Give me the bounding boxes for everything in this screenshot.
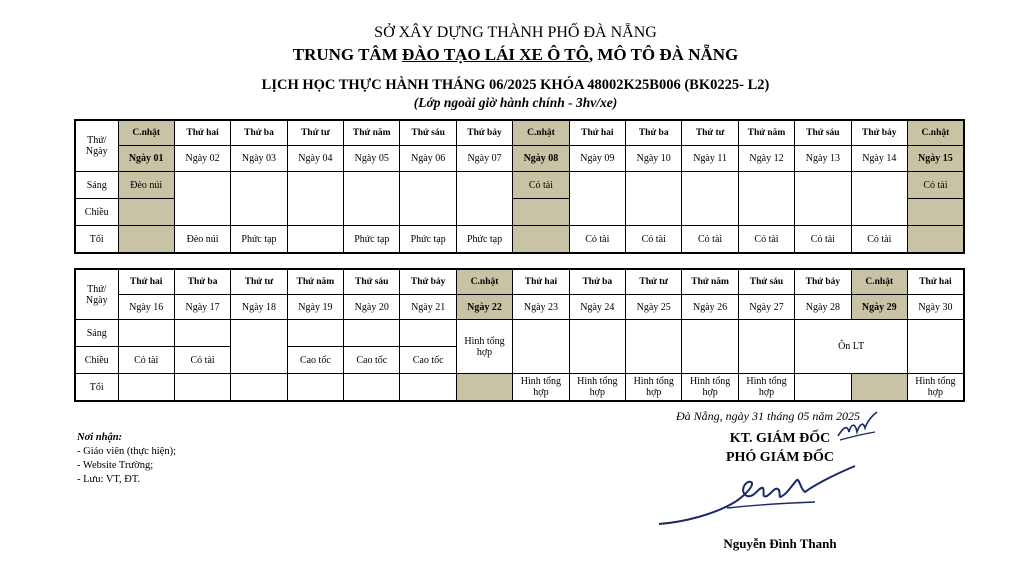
schedule-cell (907, 226, 963, 254)
schedule-cell: Cao tốc (344, 347, 400, 374)
row-label-morning: Sáng (75, 320, 118, 347)
row-label-afternoon: Chiều (75, 199, 118, 226)
dow-cell: Thứ ba (174, 269, 230, 295)
center-name-pre: TRUNG TÂM (292, 45, 402, 64)
schedule-cell (851, 172, 907, 226)
dow-cell: Thứ sáu (795, 120, 851, 146)
day-cell: Ngày 21 (400, 295, 456, 320)
schedule-cell (231, 374, 287, 402)
dow-cell: C.nhật (456, 269, 512, 295)
schedule-cell (118, 199, 174, 226)
row-label-evening: Tối (75, 374, 118, 402)
sign-title: KT. GIÁM ĐỐC (729, 431, 831, 446)
dow-cell: Thứ năm (738, 120, 794, 146)
recipient-item: - Giáo viên (thực hiện); (77, 446, 176, 457)
dow-cell: Thứ tư (626, 269, 682, 295)
day-cell: Ngày 10 (626, 146, 682, 172)
schedule-cell (626, 172, 682, 226)
department-name: SỞ XÂY DỰNG THÀNH PHỐ ĐÀ NẴNG (374, 24, 657, 41)
schedule-cell: Cỏ tài (795, 226, 851, 254)
schedule-cell (456, 374, 512, 402)
schedule-cell: Cỏ tài (851, 226, 907, 254)
day-cell: Ngày 13 (795, 146, 851, 172)
schedule-cell (456, 172, 512, 226)
dow-cell: Thứ hai (118, 269, 174, 295)
signer-name: Nguyễn Đình Thanh (723, 536, 837, 551)
center-name-post: , MÔ TÔ ĐÀ NẴNG (588, 45, 739, 64)
schedule-cell (738, 320, 794, 374)
dow-cell: Thứ năm (682, 269, 738, 295)
dow-cell: Thứ sáu (738, 269, 794, 295)
day-cell: Ngày 23 (513, 295, 569, 320)
schedule-cell (344, 172, 400, 226)
schedule-cell (513, 320, 569, 374)
dow-cell: Thứ ba (569, 269, 625, 295)
day-cell: Ngày 01 (118, 146, 174, 172)
schedule-cell: Cao tốc (287, 347, 343, 374)
schedule-cell: Phức tạp (400, 226, 456, 254)
day-cell: Ngày 09 (569, 146, 625, 172)
dow-cell: Thứ hai (569, 120, 625, 146)
schedule-cell (682, 172, 738, 226)
header-label: Thứ/ Ngày (75, 120, 118, 172)
day-cell: Ngày 08 (513, 146, 569, 172)
schedule-cell: Hình tổng hợp (569, 374, 625, 402)
day-cell: Ngày 29 (851, 295, 907, 320)
schedule-cell: Phức tạp (344, 226, 400, 254)
schedule-cell: Cỏ tài (738, 226, 794, 254)
schedule-cell (400, 172, 456, 226)
schedule-cell: Hình tổng hợp (738, 374, 794, 402)
schedule-cell: Hình tổng hợp (626, 374, 682, 402)
day-cell: Ngày 06 (400, 146, 456, 172)
dow-cell: Thứ tư (231, 269, 287, 295)
schedule-cell: Phức tạp (231, 226, 287, 254)
schedule-cell: Hình tổng hợp (682, 374, 738, 402)
schedule-cell: Đèo núi (174, 226, 230, 254)
center-name (0, 45, 1031, 65)
dow-cell: Thứ bảy (456, 120, 512, 146)
day-cell: Ngày 14 (851, 146, 907, 172)
dow-cell: Thứ ba (231, 120, 287, 146)
day-cell: Ngày 15 (907, 146, 963, 172)
sign-subtitle: PHÓ GIÁM ĐỐC (725, 450, 835, 465)
header-label: Thứ/ Ngày (75, 269, 118, 320)
day-cell: Ngày 24 (569, 295, 625, 320)
schedule-cell (174, 374, 230, 402)
schedule-cell-merged: Ôn LT (795, 320, 908, 374)
day-cell: Ngày 12 (738, 146, 794, 172)
day-cell: Ngày 02 (174, 146, 230, 172)
schedule-cell (907, 320, 963, 374)
recipient-item: - Lưu: VT, ĐT. (77, 474, 141, 485)
day-cell: Ngày 20 (344, 295, 400, 320)
day-cell: Ngày 27 (738, 295, 794, 320)
schedule-cell: Cỏ tài (682, 226, 738, 254)
schedule-cell (287, 374, 343, 402)
day-cell: Ngày 16 (118, 295, 174, 320)
dow-cell: Thứ năm (287, 269, 343, 295)
schedule-cell (626, 320, 682, 374)
schedule-cell (795, 172, 851, 226)
dow-cell: Thứ tư (287, 120, 343, 146)
dow-cell: C.nhật (907, 120, 963, 146)
schedule-cell (287, 320, 343, 347)
schedule-cell: Hình tổng hợp (513, 374, 569, 402)
dow-cell: C.nhật (851, 269, 907, 295)
schedule-table-1 (74, 119, 965, 254)
schedule-cell: Đèo núi (118, 172, 174, 199)
schedule-cell (174, 320, 230, 347)
dow-cell: C.nhật (118, 120, 174, 146)
day-cell: Ngày 30 (907, 295, 963, 320)
dow-cell: Thứ ba (626, 120, 682, 146)
schedule-cell: Phức tạp (456, 226, 512, 254)
day-cell: Ngày 07 (456, 146, 512, 172)
dow-cell: Thứ bảy (795, 269, 851, 295)
day-cell: Ngày 11 (682, 146, 738, 172)
day-cell: Ngày 04 (287, 146, 343, 172)
schedule-cell (795, 374, 851, 402)
dow-cell: Thứ hai (513, 269, 569, 295)
dow-cell: Thứ năm (344, 120, 400, 146)
dow-cell: C.nhật (513, 120, 569, 146)
dow-cell: Thứ hai (174, 120, 230, 146)
schedule-cell (569, 172, 625, 226)
row-label-morning: Sáng (75, 172, 118, 199)
schedule-title: LỊCH HỌC THỰC HÀNH THÁNG 06/2025 KHÓA 48002K25B006 (BK0225- L2) (261, 77, 770, 93)
schedule-cell-merged: Hình tổng hợp (456, 320, 512, 374)
schedule-cell: Cỏ tài (569, 226, 625, 254)
schedule-cell (118, 374, 174, 402)
schedule-table-2 (74, 268, 965, 402)
schedule-cell (118, 320, 174, 347)
schedule-cell (907, 199, 963, 226)
day-cell: Ngày 03 (231, 146, 287, 172)
dow-cell: Thứ sáu (344, 269, 400, 295)
day-cell: Ngày 19 (287, 295, 343, 320)
recipients-block (77, 431, 176, 487)
schedule-cell: Cao tốc (400, 347, 456, 374)
center-name-underlined: ĐÀO TẠO LÁI XE Ô TÔ (401, 45, 589, 64)
schedule-cell: Cỏ tài (118, 347, 174, 374)
schedule-cell (287, 226, 343, 254)
day-cell: Ngày 05 (344, 146, 400, 172)
schedule-subtitle: (Lớp ngoài giờ hành chính - 3hv/xe) (413, 95, 618, 110)
initials-mark (835, 410, 880, 445)
row-label-evening: Tối (75, 226, 118, 254)
schedule-cell: Cỏ tài (626, 226, 682, 254)
day-cell: Ngày 25 (626, 295, 682, 320)
day-cell: Ngày 26 (682, 295, 738, 320)
schedule-cell (231, 320, 287, 374)
schedule-cell (400, 374, 456, 402)
schedule-cell (738, 172, 794, 226)
schedule-cell (851, 374, 907, 402)
day-cell: Ngày 22 (456, 295, 512, 320)
recipients-title: Nơi nhận: (77, 432, 123, 443)
recipient-item: - Website Trường; (77, 460, 154, 471)
dow-cell: Thứ sáu (400, 120, 456, 146)
schedule-cell (344, 320, 400, 347)
day-cell: Ngày 17 (174, 295, 230, 320)
schedule-cell: Cỏ tài (174, 347, 230, 374)
dow-cell: Thứ bảy (851, 120, 907, 146)
schedule-cell (400, 320, 456, 347)
schedule-cell (231, 172, 287, 226)
schedule-cell (682, 320, 738, 374)
schedule-cell (287, 172, 343, 226)
signature-image (655, 462, 865, 532)
schedule-cell (513, 226, 569, 254)
dow-cell: Thứ tư (682, 120, 738, 146)
schedule-cell (569, 320, 625, 374)
schedule-cell (174, 172, 230, 226)
schedule-cell (344, 374, 400, 402)
schedule-cell: Cỏ tài (513, 172, 569, 199)
place-date: Đà Nẵng, ngày 31 tháng 05 năm 2025 (676, 409, 860, 423)
dow-cell: Thứ bảy (400, 269, 456, 295)
day-cell: Ngày 28 (795, 295, 851, 320)
day-cell: Ngày 18 (231, 295, 287, 320)
dow-cell: Thứ hai (907, 269, 963, 295)
schedule-cell (118, 226, 174, 254)
row-label-afternoon: Chiều (75, 347, 118, 374)
schedule-cell: Hình tổng hợp (907, 374, 963, 402)
schedule-cell (513, 199, 569, 226)
schedule-cell: Cỏ tài (907, 172, 963, 199)
